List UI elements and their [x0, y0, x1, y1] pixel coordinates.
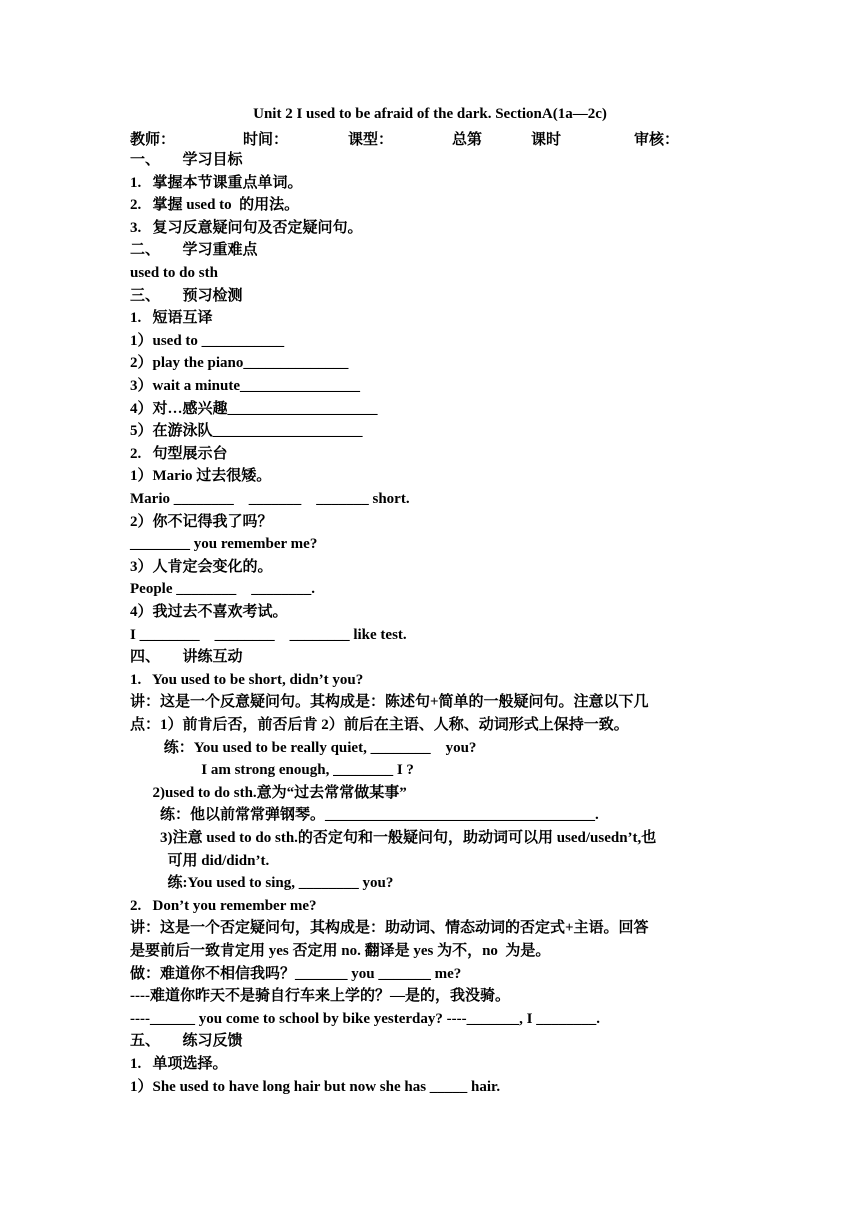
text-line: 1. 单项选择。	[130, 1056, 228, 1072]
text-line: 是要前后一致肯定用 yes 否定用 no. 翻译是 yes 为不，no 为是。	[130, 943, 551, 959]
text-line: 4）我过去不喜欢考试。	[130, 604, 288, 620]
text-line: ----难道你昨天不是骑自行车来上学的？—是的，我没骑。	[130, 988, 510, 1005]
review-label: 审核：	[634, 132, 680, 148]
text-line: 一、 学习目标	[130, 152, 243, 168]
text-line: 3. 复习反意疑问句及否定疑问句。	[130, 219, 363, 236]
teacher-label: 教师：	[130, 132, 176, 148]
text-line: I ________ ________ ________ like test.	[130, 626, 407, 643]
time-label: 时间：	[243, 132, 289, 148]
lesson-type-label: 课型：	[348, 132, 394, 148]
period-label: 课时	[531, 132, 562, 148]
text-line: 2)used to do sth.意为“过去常常做某事”	[130, 784, 407, 801]
text-line: 练：他以前常常弹钢琴。____________________________________.	[130, 807, 599, 824]
text-line: 四、 讲练互动	[130, 649, 243, 666]
text-line: 二、 学习重难点	[130, 242, 258, 259]
text-line: 1. 掌握本节课重点单词。	[130, 174, 303, 191]
text-line: 2. 句型展示台	[130, 445, 228, 462]
text-line: 3）wait a minute________________	[130, 378, 360, 394]
text-line: 三、 预习检测	[130, 287, 243, 304]
text-line: 练:You used to sing, ________ you?	[130, 875, 394, 892]
text-line: used to do sth	[130, 265, 218, 281]
text-line: 2. Don’t you remember me?	[130, 897, 317, 914]
text-line: 1）She used to have long hair but now she has _____ hair.	[130, 1078, 501, 1095]
text-line: 讲：这是一个否定疑问句，其构成是：助动词、情态动词的否定式+主语。回答	[130, 920, 649, 937]
text-line: 可用 did/didn’t.	[130, 852, 270, 869]
text-line: 1. 短语互译	[130, 310, 213, 327]
text-line: 1）used to ___________	[130, 332, 285, 349]
text-line: 讲：这是一个反意疑问句。其构成是：陈述句+简单的一般疑问句。注意以下几	[130, 694, 649, 711]
text-line: 点：1）前肯后否，前否后肯 2）前后在主语、人称、动词形式上保持一致。	[130, 717, 629, 733]
text-line: 做：难道你不相信我吗？_______ you _______ me?	[130, 965, 462, 982]
text-line: ----______ you come to school by bike yesterday? ----_______, I ________.	[130, 1010, 600, 1027]
text-line: Mario ________ _______ _______ short.	[130, 491, 410, 507]
text-line: 4）对…感兴趣____________________	[130, 400, 378, 417]
page-title: Unit 2 I used to be afraid of the dark. SectionA(1a—2c)	[253, 106, 607, 122]
text-line: 3）人肯定会变化的。	[130, 558, 273, 575]
text-line: 3)注意 used to do sth.的否定句和一般疑问句，助动词可以用 used/usedn’t,也	[130, 830, 657, 846]
text-line: I am strong enough, ________ I ?	[130, 762, 414, 779]
text-line: 1. You used to be short, didn’t you?	[130, 671, 364, 688]
text-line: ________ you remember me?	[130, 536, 318, 553]
text-line: 2. 掌握 used to 的用法。	[130, 197, 300, 214]
text-line: 2）你不记得我了吗？	[130, 513, 273, 530]
text-line: 五、 练习反馈	[130, 1033, 243, 1050]
text-line: 练：You used to be really quiet, ________ you?	[130, 739, 477, 756]
total-label: 总第	[452, 132, 483, 148]
text-line: 5）在游泳队____________________	[130, 423, 363, 440]
text-line: 1）Mario 过去很矮。	[130, 468, 272, 485]
text-line: 2）play the piano______________	[130, 355, 349, 372]
text-line: People ________ ________.	[130, 581, 315, 598]
